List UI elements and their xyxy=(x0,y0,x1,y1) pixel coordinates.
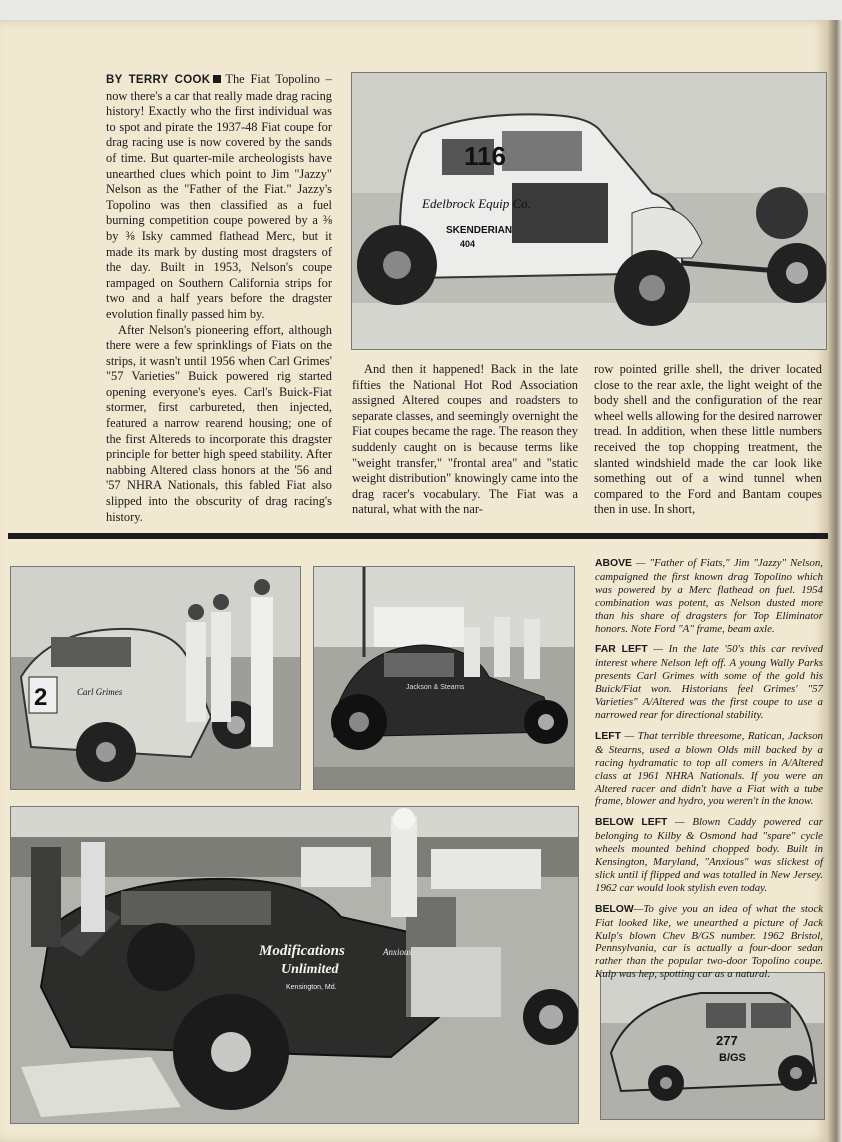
photo-far-left-grimes xyxy=(10,566,301,790)
article-column-1 xyxy=(106,72,332,525)
photo-below-left-lettering-2: Unlimited xyxy=(281,962,339,977)
photo-below-number: 277 xyxy=(716,1033,738,1048)
photo-below-kulp-fiat xyxy=(600,972,825,1120)
caption-left-text: That terrible threesome, Ratican, Jackson & Stearns, used a blown Olds mill backed by a racing hydramatic to top all comers in A/Altered class at 1961 NHRA Nationals. If you were an Altered racer and didn't have a Fiat with a tube frame, blower and hydro, you weren't in the know. xyxy=(595,729,823,808)
photo-below-left-lettering-1: Modifications xyxy=(259,943,345,959)
article-col3-text: row pointed grille shell, the driver located close to the rear axle, the light weight of the body shell and the configuration of the rear wheel wells allowing for the desired narrower tread. In addition, when these little numbers received the top chopping treatment, the slanted windshield made the car look like something out of a wind tunnel when compared to the Ford and Bantam coupes then in use. In short, xyxy=(594,362,822,517)
article-para-2: After Nelson's pioneering effort, although there were a few sprinklings of Fiats on the strips, it wasn't until 1956 when Carl Grimes' "57 Varieties" Buick powered rig started opening everyone's eyes. Carl's Buick-Fiat stormer, first carbureted, then injected, featured a narrow rearend housing; one of the first Altereds to incorporate this dragster principle for better high speed stability. After nabbing Altered class honors at the '56 and '57 NHRA Nationals, this fabled Fiat also slipped into the obscurity of drag racing's history. xyxy=(106,322,332,524)
article-column-3 xyxy=(594,362,822,518)
photo-left-drawing xyxy=(314,567,574,789)
photo-above-lettering-1: Edelbrock Equip Co. xyxy=(422,196,531,211)
byline-square-icon xyxy=(213,75,221,83)
photo-above-lettering-2: SKENDERIAN xyxy=(446,225,513,236)
photo-far-left-drawing xyxy=(11,567,300,789)
caption-left-head: LEFT xyxy=(595,730,621,742)
photo-above-nelson-fiat xyxy=(351,72,827,350)
caption-below-left: BELOW LEFT — Blown Caddy powered car belonging to Kilby & Osmond had "spare" cycle wheels mounted behind chopped body. Built in Kensington, Maryland, "Anxious" was slickest of slick until if flipped and was totalled in New Jersey. 1962 car would look stylish even today. xyxy=(595,816,823,894)
photo-left-lettering: Jackson & Stearns xyxy=(406,684,465,691)
photo-below-left-anxious xyxy=(10,806,579,1124)
photo-left-altered xyxy=(313,566,575,790)
caption-far-left-text: In the late '50's this car revived interest where Nelson left off. A young Wally Parks presents Carl Grimes with some of the gold his Buick/Fiat won. Historians feel Grimes' "57 Varieties" A/Altered was the first coupe to use a narrowed rear for directional stability. xyxy=(595,643,823,721)
photo-far-left-lettering: Carl Grimes xyxy=(77,687,123,697)
caption-below-text: To give you an idea of what the stock Fiat looked like, we unearthed a picture of Jack Kulp's blown Chev B/GS number. 1962 Bristol, Pennsylvania, car is actually a four-door sedan rather than the popular two-door Topolino coupe. Kulp was hep, spotting car as a natural. xyxy=(595,902,823,981)
photo-above-number: 116 xyxy=(464,141,506,171)
caption-above-text: "Father of Fiats," Jim "Jazzy" Nelson, campaigned the first known drag Topolino which was powered by a Merc flathead on fuel. 1954 combination was potent, as Nelson dusted more than his share of dragsters for Top Eliminator honors. Note Ford "A" frame, beam axle. xyxy=(595,557,823,635)
photo-below-left-lettering-4: Anxious xyxy=(383,947,412,957)
caption-above-head: ABOVE xyxy=(595,558,632,569)
photo-above-lettering-3: 404 xyxy=(460,239,476,249)
article-column-2 xyxy=(352,362,578,518)
caption-below: BELOW—To give you an idea of what the stock Fiat looked like, we unearthed a picture of Jack Kulp's blown Chev B/GS number. 1962 Bristol, Pennsylvania, car is actually a four-door sedan rather than the popular two-door Topolino coupe. Kulp was hep, spotting car as a natural. xyxy=(595,902,823,981)
photo-below-left-drawing xyxy=(11,807,578,1123)
caption-below-left-text: Blown Caddy powered car belonging to Kilby & Osmond had "spare" cycle wheels mounted behind chopped body. Built in Kensington, Maryland, "Anxious" was slickest of slick until if flipped and was totalled in New Jersey. 1962 car would look stylish even today. xyxy=(595,816,823,894)
caption-far-left-head: FAR LEFT xyxy=(595,644,648,656)
byline: BY TERRY COOK xyxy=(106,74,211,86)
caption-left: LEFT — That terrible threesome, Ratican, Jackson & Stearns, used a blown Olds mill backed by a racing hydramatic to top all comers in A/Altered class at 1961 NHRA Nationals. If you were an Altered racer and didn't have a Fiat with a tube frame, blower and hydro, you weren't in the know. xyxy=(595,729,823,808)
article-col2-text: And then it happened! Back in the late fifties the National Hot Rod Association assigned Altered coupes and roadsters to separate classes, and seemingly overnight the Fiat coupes became the rage. The reason they suddenly caught on is because terms like "weight transfer," "frontal area" and "static weight distribution" knowingly came into the drag racer's vocabulary. The Fiat was a natural, what with the nar- xyxy=(352,362,578,517)
photo-below-left-lettering-3: Kensington, Md. xyxy=(286,984,337,991)
photo-below-class: B/GS xyxy=(719,1052,746,1064)
page-edge xyxy=(828,20,842,1142)
section-divider xyxy=(8,533,828,539)
article-intro xyxy=(106,72,332,323)
intro-text: The Fiat Topolino – now there's a car that really made drag racing history! Exactly who the first individual was to spot and pirate the 1937-48 Fiat coupe for drag racing use is now covered by the sands of time. But quarter-mile archeologists have unearthed clues which point to Jim "Jazzy" Nelson as the "Father of the Fiat." Jazzy's Topolino was then classified as a fuel burning competition coupe powered by a ⅜ by ⅜ Isky cammed flathead Merc, but it made its mark by dusting most dragsters of the day. Built in 1953, Nelson's coupe rampaged on Southern California strips for two and a half years before the dragster evolution finally passed him by. xyxy=(106,72,332,321)
caption-below-left-head: BELOW LEFT xyxy=(595,817,668,829)
photo-below-drawing xyxy=(601,973,824,1119)
photo-far-left-number: 2 xyxy=(34,684,48,711)
caption-above: ABOVE — "Father of Fiats," Jim "Jazzy" Nelson, campaigned the first known drag Topolino which was powered by a Merc flathead on fuel. 1954 combination was potent, as Nelson dusted more than his share of dragsters for Top Eliminator honors. Note Ford "A" frame, beam axle. xyxy=(595,557,823,635)
caption-far-left: FAR LEFT — In the late '50's this car revived interest where Nelson left off. A young Wally Parks presents Carl Grimes with some of the gold his Buick/Fiat won. Historians feel Grimes' "57 Varieties" A/Altered was the first coupe to use a narrowed rear for directional stability. xyxy=(595,643,823,721)
photo-captions xyxy=(595,557,823,989)
caption-below-head: BELOW xyxy=(595,903,634,915)
photo-above-drawing xyxy=(352,73,826,349)
